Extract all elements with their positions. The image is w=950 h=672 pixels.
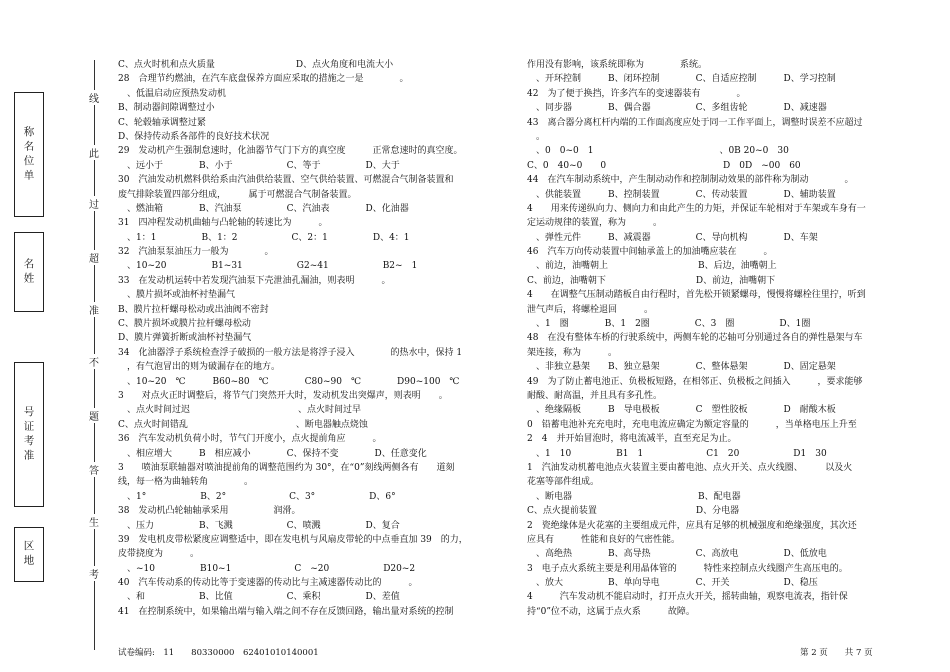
question-line: 、10~20 ℃ B60~80 ℃ C80~90 ℃ D90~100 ℃ <box>118 376 460 387</box>
question-line: 花塞等部件组成。 <box>527 477 600 488</box>
question-line: B、制动器间隙调整过小 <box>118 103 215 114</box>
question-line: 、放大 B、单向导电 C、开关 D、稳压 <box>527 578 818 589</box>
question-line: 、1 10 B1 1 C1 20 D1 30 <box>527 448 827 459</box>
binding-char: 生 <box>88 514 100 529</box>
question-line: 、燃油箱 B、汽油泵 C、汽油表 D、化油器 <box>118 203 409 214</box>
region-label: 区地 <box>22 540 35 569</box>
question-line: 29 发动机产生强制怠速时，化油器节气门下方的真空度 正常怠速时的真空度。 <box>118 146 463 157</box>
question-line: 、高绝热 B、高导热 C、高放电 D、低放电 <box>527 549 827 560</box>
question-line: 2 瓷绝缘体是火花塞的主要组成元件，应具有足够的机械强度和绝缘强度，其次还 <box>527 520 857 531</box>
question-line: 架连接，称为 。 <box>527 347 618 358</box>
name-box <box>14 232 44 312</box>
question-line: C、0 40~0 0 D 0D ~00 60 <box>527 160 801 171</box>
question-line: 1 汽油发动机蓄电池点火装置主要由蓄电池、点火开关、点火线圈、 以及火 <box>527 462 853 473</box>
question-line: 线，每一格为曲轴转角 。 <box>118 477 254 488</box>
question-line: D、膜片弹簧折断或油杯衬垫漏气 <box>118 333 252 344</box>
question-line: C、前边，油嘴朝下 D、前边，油嘴朝下 <box>527 275 776 286</box>
question-line: 持“0”位不动，这属于点火系 故障。 <box>527 606 695 617</box>
question-line: D、保持传动系各部件的良好技术状况 <box>118 131 270 142</box>
binding-char: 题 <box>88 408 100 423</box>
question-line: 3 电子点火系统主要是利用晶体管的 特性来控制点火线圈产生高压电的。 <box>527 563 848 574</box>
question-line: 、低温启动应预热发动机 <box>118 88 227 99</box>
question-line: 、绝缘隔板 B 导电极板 C 塑性胶板 D 耐酸木板 <box>527 405 836 416</box>
question-line: C、膜片损坏或膜片拉杆螺母松动 <box>118 319 251 330</box>
question-line: 43 离合器分离杠杆内端的工作面高度应处于同一工作平面上，调整时误差不应超过 <box>527 117 863 128</box>
binding-char: 线 <box>88 90 100 105</box>
question-line: 、1 圈 B、1 2圈 C、3 圈 D、1圈 <box>527 319 811 330</box>
question-line: 28 合理节约燃油，在汽车底盘保养方面应采取的措施之一是 。 <box>118 74 409 85</box>
question-line: 39 发电机皮带松紧度应调整适中，即在发电机与风扇皮带轮的中点垂直加 39 的力， <box>118 534 468 545</box>
question-line: 4 在调整气压制动踏板自由行程时，首先松开锁紧螺母，慢慢将螺栓往里拧，听到 <box>527 290 866 301</box>
question-line: 、压力 B、飞溅 C、喷溅 D、复合 <box>118 520 400 531</box>
question-line: 耐酸、耐高温，并且具有多孔性。 <box>527 390 663 401</box>
exam-id-box <box>14 362 44 507</box>
question-line: 32 汽油泵泵油压力一般为 。 <box>118 247 274 258</box>
unit-name-box <box>14 92 44 217</box>
question-line: 、远小于 B、小于 C、等于 D、大于 <box>118 160 400 171</box>
question-line: 作用没有影响，该系统即称为 系统。 <box>527 60 708 70</box>
question-line: 、点火时间过迟 、点火时间过早 <box>118 405 362 416</box>
question-line: 应具有 性能和良好的气密性能。 <box>527 534 681 545</box>
question-line: 、相应增大 B 相应减小 C、保持不变 D、任意变化 <box>118 448 427 459</box>
question-line: 、开环控制 B、闭环控制 C、自适应控制 D、学习控制 <box>527 74 836 85</box>
question-line: ，有气泡冒出的则为破漏存在的地方。 <box>118 362 281 373</box>
question-line: 49 为了防止蓄电池正、负极板短路，在相邻正、负极板之间插入 ，要求能够 <box>527 376 863 387</box>
question-line: 33 在发动机运转中若发现汽油泵下壳泄油孔漏油，则表明 。 <box>118 275 391 286</box>
question-line: 46 汽车万向传动装置中间轴承盖上的加油嘴应装在 。 <box>527 247 773 258</box>
question-line: 、1° B、2° C、3° D、6° <box>118 491 396 502</box>
region-box <box>14 527 44 582</box>
exam-code-footer: 试卷编码: 11 80330000 62401010140001 <box>118 648 319 658</box>
question-line: 34 化油器浮子系统检查浮子破损的一般方法是将浮子浸入 的热水中，保持 1 <box>118 347 463 358</box>
question-line: 、弹性元件 B、减震器 C、导向机构 D、车架 <box>527 232 818 243</box>
binding-char: 考 <box>88 566 100 581</box>
question-line: C、轮毂轴承调整过紧 <box>118 117 206 128</box>
page-number-footer: 第 2 页 共 7 页 <box>800 648 873 658</box>
question-line: 、~10 B10~1 C ~20 D20~2 <box>118 563 416 574</box>
question-line: B、膜片拉杆螺母松动或出油阀不密封 <box>118 304 269 315</box>
name-label: 名姓 <box>22 257 35 287</box>
question-line: 4 汽车发动机不能启动时，打开点火开关，摇转曲轴，观察电流表，指针保 <box>527 592 848 603</box>
question-line: 、同步器 B、偶合器 C、多组齿轮 D、减速器 <box>527 103 827 114</box>
question-line: 、非独立悬架 B、独立悬架 C、整体悬架 D、固定悬架 <box>527 362 836 373</box>
right-column <box>527 58 927 619</box>
question-line: 30 汽油发动机燃料供给系由汽油供给装置、空气供给装置、可燃混合气制备装置和 <box>118 175 454 186</box>
question-line: 4 用来传递纵向力、侧向力和由此产生的力矩，并保证车轮相对于车架或车身有一 <box>527 203 866 214</box>
question-line: 、和 B、比值 C、乘积 D、差值 <box>118 592 400 603</box>
unit-name-label: 称名位单 <box>22 125 35 184</box>
question-line: 废气排除装置四部分组成， 属于可燃混合气制备装置。 <box>118 189 357 200</box>
question-line: 定运动规律的装置，称为 。 <box>527 218 663 229</box>
question-line: 40 汽车传动系的传动比等于变速器的传动比与主减速器传动比的 。 <box>118 578 418 589</box>
question-line: 皮带挠度为 。 <box>118 549 200 560</box>
question-line: C、点火时间错乱 、断电器触点烧蚀 <box>118 419 368 430</box>
question-line: 、0 0~0 1 、0B 20~0 30 <box>527 146 789 157</box>
question-line: 44 在汽车制动系统中，产生制动动作和控制制动效果的部件称为制动 。 <box>527 175 854 186</box>
question-line: 0 铅蓄电池补充充电时，充电电流应确定为额定容量的 ，当单格电压上升至 <box>527 419 857 430</box>
question-line: 42 为了便于换挡，许多汽车的变速器装有 。 <box>527 88 746 99</box>
question-line: C、点火时机和点火质量 D、点火角度和电流大小 <box>118 60 394 70</box>
question-line: 31 四冲程发动机曲轴与凸轮轴的转速比为 。 <box>118 218 328 229</box>
question-line: 2 4 并开始冒泡时，将电流减半，直至充足为止。 <box>527 434 737 445</box>
question-line: 、1：1 B、1：2 C、2：1 D、4：1 <box>118 232 410 243</box>
question-line: 、断电器 B、配电器 <box>527 491 741 502</box>
binding-char: 过 <box>88 196 100 211</box>
question-line: 泄气声后，将螺栓退回 。 <box>527 304 654 315</box>
question-line: 、10~20 B1~31 G2~41 B2~ 1 <box>118 261 418 272</box>
question-line: 、膜片损坏或油杯衬垫漏气 <box>118 290 236 301</box>
binding-char: 答 <box>88 462 100 477</box>
question-line: 48 在没有整体车桥的行驶系统中，两侧车轮的芯轴可分别通过各自的弹性悬架与车 <box>527 333 863 344</box>
binding-char: 准 <box>88 302 100 317</box>
question-line: C、点火提前装置 D、分电器 <box>527 506 740 517</box>
question-line: 。 <box>527 131 546 142</box>
question-line: 3 喷油泵联轴器对喷油提前角的调整范围约为 30°，在“0”刻线两侧各有 道刻 <box>118 462 455 473</box>
binding-char: 不 <box>88 354 100 369</box>
question-line: 、前边，油嘴朝上 B、后边，油嘴朝上 <box>527 261 777 272</box>
left-column <box>118 58 518 619</box>
question-line: 38 发动机凸轮轴轴承采用 润滑。 <box>118 506 301 517</box>
question-line: 3 对点火正时调整后，将节气门突然开大时，发动机发出突爆声，则表明 。 <box>118 390 448 401</box>
exam-id-label: 号证考准 <box>22 405 35 464</box>
binding-char: 此 <box>88 145 100 160</box>
question-line: 、供能装置 B、控制装置 C、传动装置 D、辅助装置 <box>527 189 836 200</box>
question-line: 41 在控制系统中，如果输出端与输入端之间不存在反馈回路，输出量对系统的控制 <box>118 606 454 617</box>
binding-char: 超 <box>88 250 100 265</box>
question-line: 36 汽车发动机负荷小时，节气门开度小，点火提前角应 。 <box>118 434 382 445</box>
